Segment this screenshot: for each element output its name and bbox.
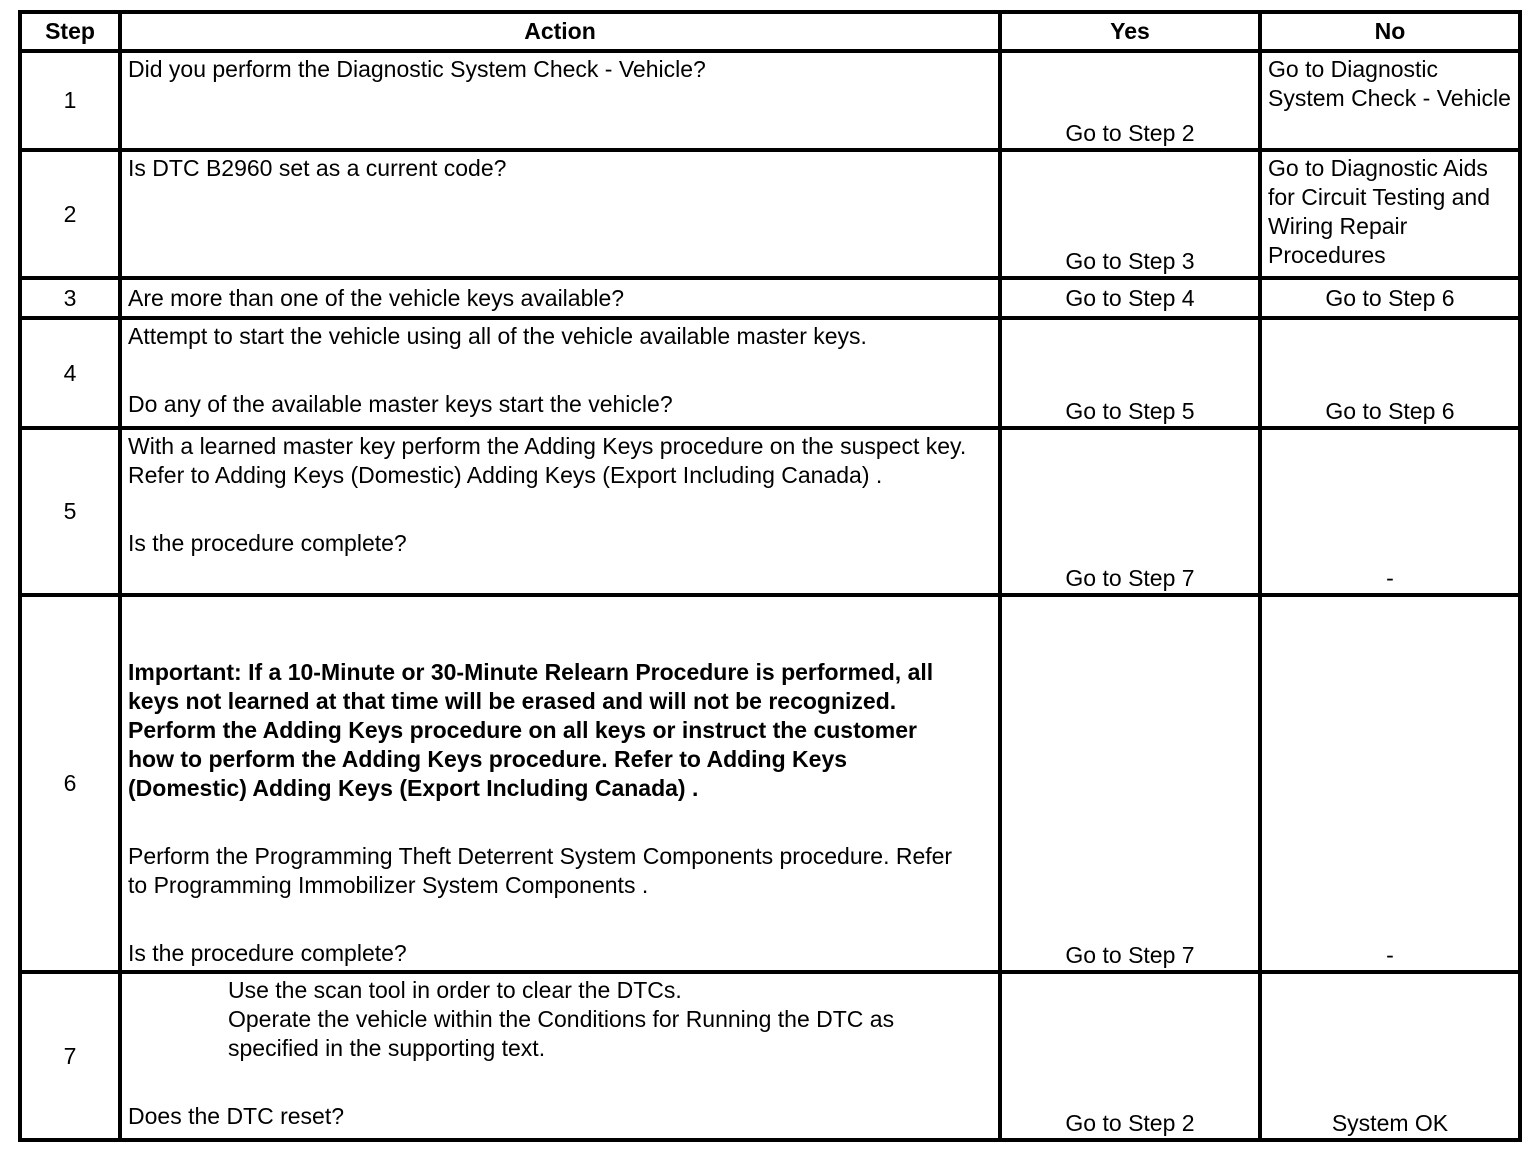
- step-number: 2: [20, 150, 120, 278]
- no-cell: Go to Step 6: [1260, 278, 1520, 318]
- table-row: [20, 428, 1520, 595]
- bullet-item: Operate the vehicle within the Conditions for Running the DTC as specified in the supporting text.: [228, 1006, 895, 1061]
- yes-cell: Go to Step 2: [1000, 972, 1260, 1140]
- bullet-item: Use the scan tool in order to clear the DTCs.: [228, 977, 682, 1003]
- no-cell: Go to Diagnostic System Check - Vehicle: [1260, 51, 1520, 150]
- diagnostic-table: [18, 10, 1522, 1142]
- yes-cell: Go to Step 3: [1000, 150, 1260, 278]
- action-text: Is DTC B2960 set as a current code?: [128, 155, 507, 181]
- header-no: No: [1260, 12, 1520, 51]
- header-row: [20, 12, 1520, 51]
- no-cell: -: [1260, 428, 1520, 595]
- step-number: 6: [20, 595, 120, 972]
- yes-cell: Go to Step 7: [1000, 428, 1260, 595]
- no-cell: System OK: [1260, 972, 1520, 1140]
- header-action: Action: [120, 12, 1000, 51]
- action-text: Attempt to start the vehicle using all of the vehicle available master keys.: [128, 323, 867, 349]
- action-text: Did you perform the Diagnostic System Check - Vehicle?: [128, 56, 706, 82]
- step-number: 7: [20, 972, 120, 1140]
- action-cell: [120, 428, 1000, 595]
- action-question: Is the procedure complete?: [128, 940, 407, 966]
- table-row: [20, 972, 1520, 1140]
- action-cell: [120, 318, 1000, 428]
- step-number: 1: [20, 51, 120, 150]
- table-row: [20, 318, 1520, 428]
- action-cell: [120, 278, 1000, 318]
- yes-cell: Go to Step 7: [1000, 595, 1260, 972]
- no-cell: Go to Diagnostic Aids for Circuit Testing and Wiring Repair Procedures: [1260, 150, 1520, 278]
- action-text: Perform the Programming Theft Deterrent System Components procedure. Refer to Programming Immobilizer System Components .: [128, 843, 953, 898]
- action-cell: [120, 51, 1000, 150]
- action-cell: [120, 972, 1000, 1140]
- important-note: Important: If a 10-Minute or 30-Minute Relearn Procedure is performed, all keys not learned at that time will be erased and will not be recognized. Perform the Adding Keys procedure on all keys or instruct the customer how to perform the Adding Keys procedure. Refer to Adding Keys (Domestic) Adding Keys (Export Including Canada) .: [128, 659, 934, 801]
- yes-cell: Go to Step 4: [1000, 278, 1260, 318]
- action-question: Is the procedure complete?: [128, 530, 407, 556]
- no-cell: -: [1260, 595, 1520, 972]
- step-number: 5: [20, 428, 120, 595]
- table-row: [20, 278, 1520, 318]
- action-question: Does the DTC reset?: [128, 1103, 345, 1129]
- header-yes: Yes: [1000, 12, 1260, 51]
- header-step: Step: [20, 12, 120, 51]
- action-text: With a learned master key perform the Adding Keys procedure on the suspect key. Refer to Adding Keys (Domestic) Adding Keys (Export Including Canada) .: [128, 433, 967, 488]
- step-number: 3: [20, 278, 120, 318]
- table-row: [20, 51, 1520, 150]
- action-cell: [120, 595, 1000, 972]
- action-cell: [120, 150, 1000, 278]
- table-row: [20, 595, 1520, 972]
- action-text: Are more than one of the vehicle keys available?: [128, 284, 625, 311]
- table-row: [20, 150, 1520, 278]
- yes-cell: Go to Step 5: [1000, 318, 1260, 428]
- yes-cell: Go to Step 2: [1000, 51, 1260, 150]
- no-cell: Go to Step 6: [1260, 318, 1520, 428]
- step-number: 4: [20, 318, 120, 428]
- action-question: Do any of the available master keys start the vehicle?: [128, 391, 673, 417]
